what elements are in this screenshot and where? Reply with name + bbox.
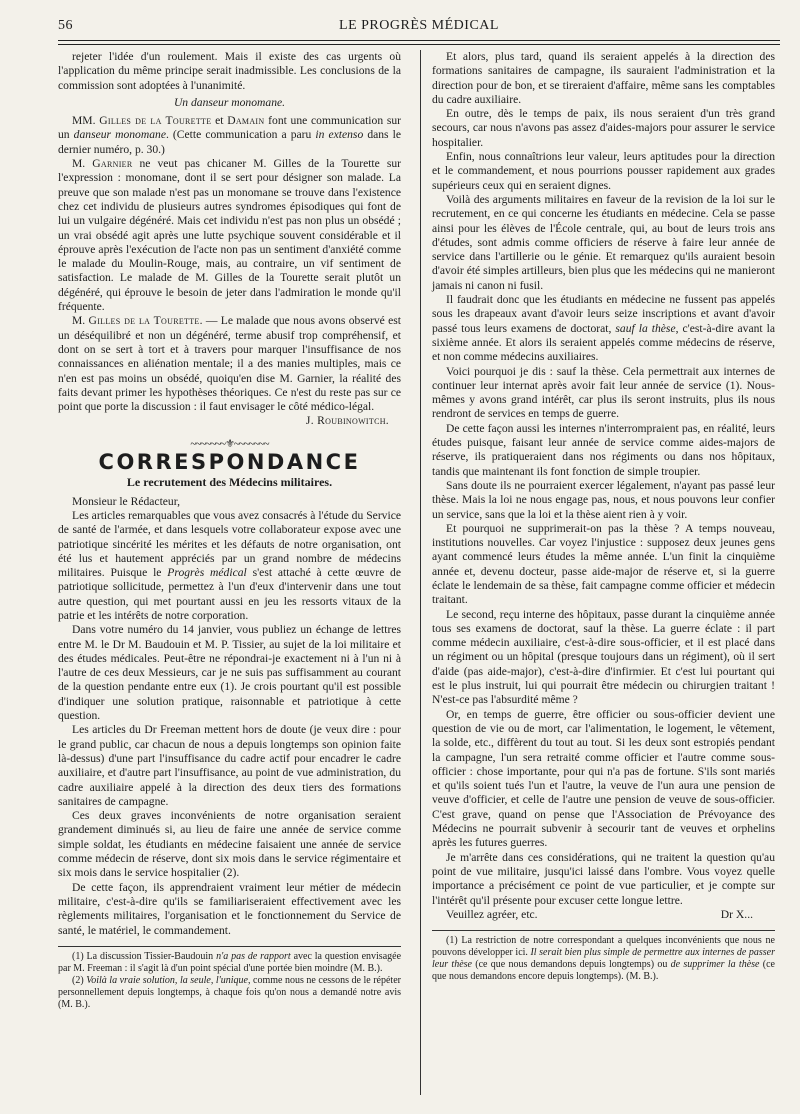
footnote: (1) La discussion Tissier-Baudouin n'a pas de rapport avec la question envisagée par M. Freeman : il s'agit là d'un point spécial d'une portée bien moindre (M. B.). bbox=[58, 950, 402, 974]
header-rule-thin bbox=[58, 44, 780, 45]
letter-paragraph: Enfin, nous connaîtrions leur valeur, leurs aptitudes pour la direction et le commandement, et nous pourrions pousser rapidement aux grades supérieurs ceux qui en seraient dignes. bbox=[432, 150, 775, 192]
journal-title: LE PROGRÈS MÉDICAL bbox=[339, 18, 499, 33]
letter-paragraph: Le second, reçu interne des hôpitaux, passe durant la cinquième année tous ses examens de doctorat, sauf la thèse. La guerre éclate : il part comme médecin auxiliaire, c'est-à-dire sous-officier, et il est placé dans un régiment ou un hôpital (presque toujours dans un régiment), où il sert d'aide (pas aide-major), c'est-à-dire d'infirmier. Et c'est lui pourtant qui est le plus instruit, lui qui pourrait être médecin ou chirurgien traitant ! N'est-ce pas l'absurdité même ? bbox=[432, 607, 775, 707]
signature: Dr X... bbox=[720, 907, 753, 921]
page-number: 56 bbox=[58, 18, 73, 33]
section-title: CORRESPONDANCE bbox=[98, 450, 361, 475]
discussion-paragraph: M. Garnier ne veut pas chicaner M. Gilles de la Tourette sur l'expression : monomane, dont il se sert pour désigner son malade. La preuve que son malade n'est pas un monomane se trouve dans l'existence chez cet individu de plusieurs autres syndromes épisodiques qui font de lui un vulgaire dégénéré. Mais cet individu n'est pas non plus un obsédé ; un vrai obsédé agit après une lutte psychique souvent considérable et il éprouve après l'exécution de l'acte non pas un sentiment d'anxiété comme le malade du Moulin-Rouge, mais, au contraire, un vif sentiment de satisfaction. Le malade de M. Gilles de la Tourette serait plutôt un dégénéré, qui éprouve le besoin de jeter dans l'admiration le monde qu'il fréquente. bbox=[58, 157, 401, 314]
letter-paragraph: Or, en temps de guerre, être officier ou sous-officier devient une question de vie ou de mort, car l'alimentation, le logement, le vêtement, la solde, etc., diffèrent du tout au tout. Si les deux sont estropiés pendant la campagne, l'un sera retraité comme officier et l'autre comme sous-officier : chose importante, pour qui n'a pas de fortune. S'ils sont mariés et qu'ils soient tués l'un et l'autre, la veuve de l'un aura une pension de veuve d'officier, et celle de l'autre une pension de veuve de sous-officier. C'est grave, quand on pense que l'Association de Prévoyance des Médecins ne pourrait subvenir à secourir tant de veuves et orphelins après les futures guerres. bbox=[432, 707, 775, 850]
footnote: (2) Voilà la vraie solution, la seule, l'unique, comme nous ne cessons de le répéter personnellement depuis longtemps, à chaque fois qu'on nous a demandé notre avis (M. B.). bbox=[58, 974, 401, 1010]
discussion-paragraph: M. Gilles de la Tourette. — Le malade que nous avons observé est un déséquilibré et non un dégénéré, terme abusif trop compréhensif, et dont on se sert à tort et à travers pour marquer l'insuffisance de nos connaissances en aliénation mentale; il a des manies multiples, mais ce n'en est pas moins un obsédé, quoiqu'en dise M. Garnier, la réalité des faits devant primer les hypothèses théoriques. Ce n'est du reste pas sur ce point que porte la discussion : il faut envisager le côté médico-légal. bbox=[58, 314, 401, 414]
footnote: (1) La restriction de notre correspondant a quelques inconvénients que nous ne pouvons développer ici. Il serait bien plus simple de permettre aux internes de passer leur thèse (ce que nous demandons depuis longtemps) ou de supprimer la thèse (ce que nous demandons encore depuis longtemps). (M. B.). bbox=[432, 935, 775, 983]
letter-paragraph: De cette façon aussi les internes n'interrompraient pas, en réalité, leurs études puisque, faisant leur année de service comme aides-majors de réserve, ils pratiqueraient dans nos régiments ou dans nos hôpitaux, tandis que maintenant ils font fonction de simple troupier. bbox=[432, 421, 775, 478]
intro-paragraph: rejeter l'idée d'un roulement. Mais il existe des cas urgents où l'application du même principe serait inadmissible. Les conclusions de la commission sont adoptées à l'unanimité. bbox=[58, 50, 401, 92]
left-column bbox=[58, 50, 401, 1095]
letter-paragraph: Les articles remarquables que vous avez consacrés à l'étude du Service de santé de l'armée, et dans lesquels votre collaborateur expose avec une patriotique sincérité les mérites et les défauts de notre organisation, ont été lus et hautement appréciés par un grand nombre de médecins militaires. Puisque le Progrès médical s'est attaché à cette œuvre de patriotique sollicitude, permettez à l'un d'eux d'intervenir dans une tout autre question, qui met pourtant aussi en jeu les ressorts vitaux de la patrie et les intérêts de notre corporation. bbox=[58, 508, 401, 622]
right-column bbox=[432, 50, 775, 1095]
letter-paragraph: Ces deux graves inconvénients de notre organisation seraient grandement diminués si, au lieu de faire une année de service comme simple soldat, les étudiants en médecine faisaient une année de service comme médecin de réserve, dont six mois dans le service régimentaire et six mois dans le service hospitalier (2). bbox=[58, 809, 401, 880]
column-divider bbox=[420, 50, 421, 1095]
page-header bbox=[58, 18, 780, 38]
letter-paragraph: Dans votre numéro du 14 janvier, vous publiez un échange de lettres entre M. le Dr M. Baudouin et M. P. Tissier, au sujet de la loi militaire et des études médicales. Peut-être ne répondrai-je exactement ni à l'un ni à l'autre de ces deux Messieurs, car je ne suis pas suffisamment au courant de la question pendante entre eux (1). Je crois pourtant qu'il est possible d'indiquer une solution pratique, raisonnable et patriotique à cette question. bbox=[58, 623, 401, 723]
item-title: Un danseur monomane. bbox=[173, 95, 286, 109]
closing-line bbox=[432, 908, 775, 922]
letter-paragraph: Il faudrait donc que les étudiants en médecine ne fussent pas appelés sous les drapeaux avant d'avoir leurs seize inscriptions et avant d'avoir passé tous leurs examens de doctorat, sauf la thèse, c'est-à-dire avant la sixième année. Et alors ils seraient appelés comme médecins de réserve, et non comme médecins auxiliaires. bbox=[432, 293, 775, 364]
letter-paragraph: De cette façon, ils apprendraient vraiment leur métier de médecin militaire, c'est-à-dire qu'ils se familiariseraient effectivement avec les règlements militaires, l'organisation et le fonctionnement du Service de santé, le matériel, le commandement. bbox=[58, 880, 401, 937]
article-subtitle: Le recrutement des Médecins militaires. bbox=[126, 475, 333, 490]
signature: J. Roubinowitch. bbox=[305, 414, 389, 428]
closing-formula: Veuillez agréer, etc. bbox=[446, 907, 538, 921]
letter-paragraph: En outre, dès le temps de paix, ils nous seraient d'un très grand secours, car nous n'avons pas assez d'aides-majors pour assurer le service hospitalier. bbox=[432, 107, 775, 149]
letter-paragraph: Et alors, plus tard, quand ils seraient appelés à la direction des formations sanitaires de campagne, ils sauraient l'administration et la direction pour de bon, et se tireraient d'affaire, même sans les comptables du cadre auxiliaire. bbox=[432, 50, 775, 106]
footnote-rule bbox=[58, 946, 401, 947]
letter-paragraph: Et pourquoi ne supprimerait-on pas la thèse ? A temps nouveau, institutions nouvelles. Car voyez l'injustice : supposez deux jeunes gens ayant commencé leurs études la même année. L'un finit la cinquième année et, devenu docteur, passe aide-major de réserve et, si la guerre éclate le lendemain de sa thèse, fait campagne comme officier et médecin traitant. bbox=[432, 521, 775, 607]
salutation: Monsieur le Rédacteur, bbox=[72, 494, 181, 508]
footnote-rule bbox=[432, 930, 775, 931]
discussion-paragraph: MM. Gilles de la Tourette et Damain font une communication sur un danseur monomane. (Cette communication a paru in extenso dans le dernier numéro, p. 30.) bbox=[58, 114, 401, 156]
letter-paragraph: Les articles du Dr Freeman mettent hors de doute (je veux dire : pour le grand public, car chacun de nous a depuis longtemps son opinion faite là-dessus) d'une part l'insuffisance du cadre actif pour encadrer le cadre auxiliaire, et d'autre part l'insuffisance, au point de vue administration, du cadre auxiliaire appelé à la direction des deux tiers des formations sanitaires de campagne. bbox=[58, 723, 401, 808]
letter-paragraph: Voici pourquoi je dis : sauf la thèse. Cela permettrait aux internes de continuer leur internat après avoir fait leur année de service (1). Nous-mêmes y avons grand intérêt, car plus ils seront instruits, plus ils nous rendront de services en temps de guerre. bbox=[432, 364, 775, 421]
letter-paragraph: Je m'arrête dans ces considérations, qui ne traitent la question qu'au point de vue militaire, jusqu'ici laissé dans l'ombre. Vous voyez quelle importance a précisément ce point de vue particulier, et je compte sur l'intérêt qu'il présente pour excuser cette longue lettre. bbox=[432, 850, 775, 907]
letter-paragraph: Sans doute ils ne pourraient exercer légalement, n'ayant pas passé leur thèse. Mais la loi ne nous engage pas, nous, et nous pouvons leur confier un service, sans que la loi et la thèse aient rien à y voir. bbox=[432, 478, 775, 521]
ornament-divider: ~~~~~~~⚜~~~~~~~ bbox=[190, 437, 269, 450]
letter-paragraph: Voilà des arguments militaires en faveur de la revision de la loi sur le recrutement, en ce qui concerne les étudiants en médecine. Cela se passe ainsi pour les élèves de l'École centrale, qui, au bout de leurs trois ans d'études, sont admis comme officiers de réserve à faire leur année de service dans l'artillerie ou le génie. Et remarquez qu'ils auraient besoin d'avoir été simples artilleurs, bien plus que les médecins qui ne manieront jamais ni canon ni fusil. bbox=[432, 192, 775, 292]
header-rule-thick bbox=[58, 40, 780, 41]
